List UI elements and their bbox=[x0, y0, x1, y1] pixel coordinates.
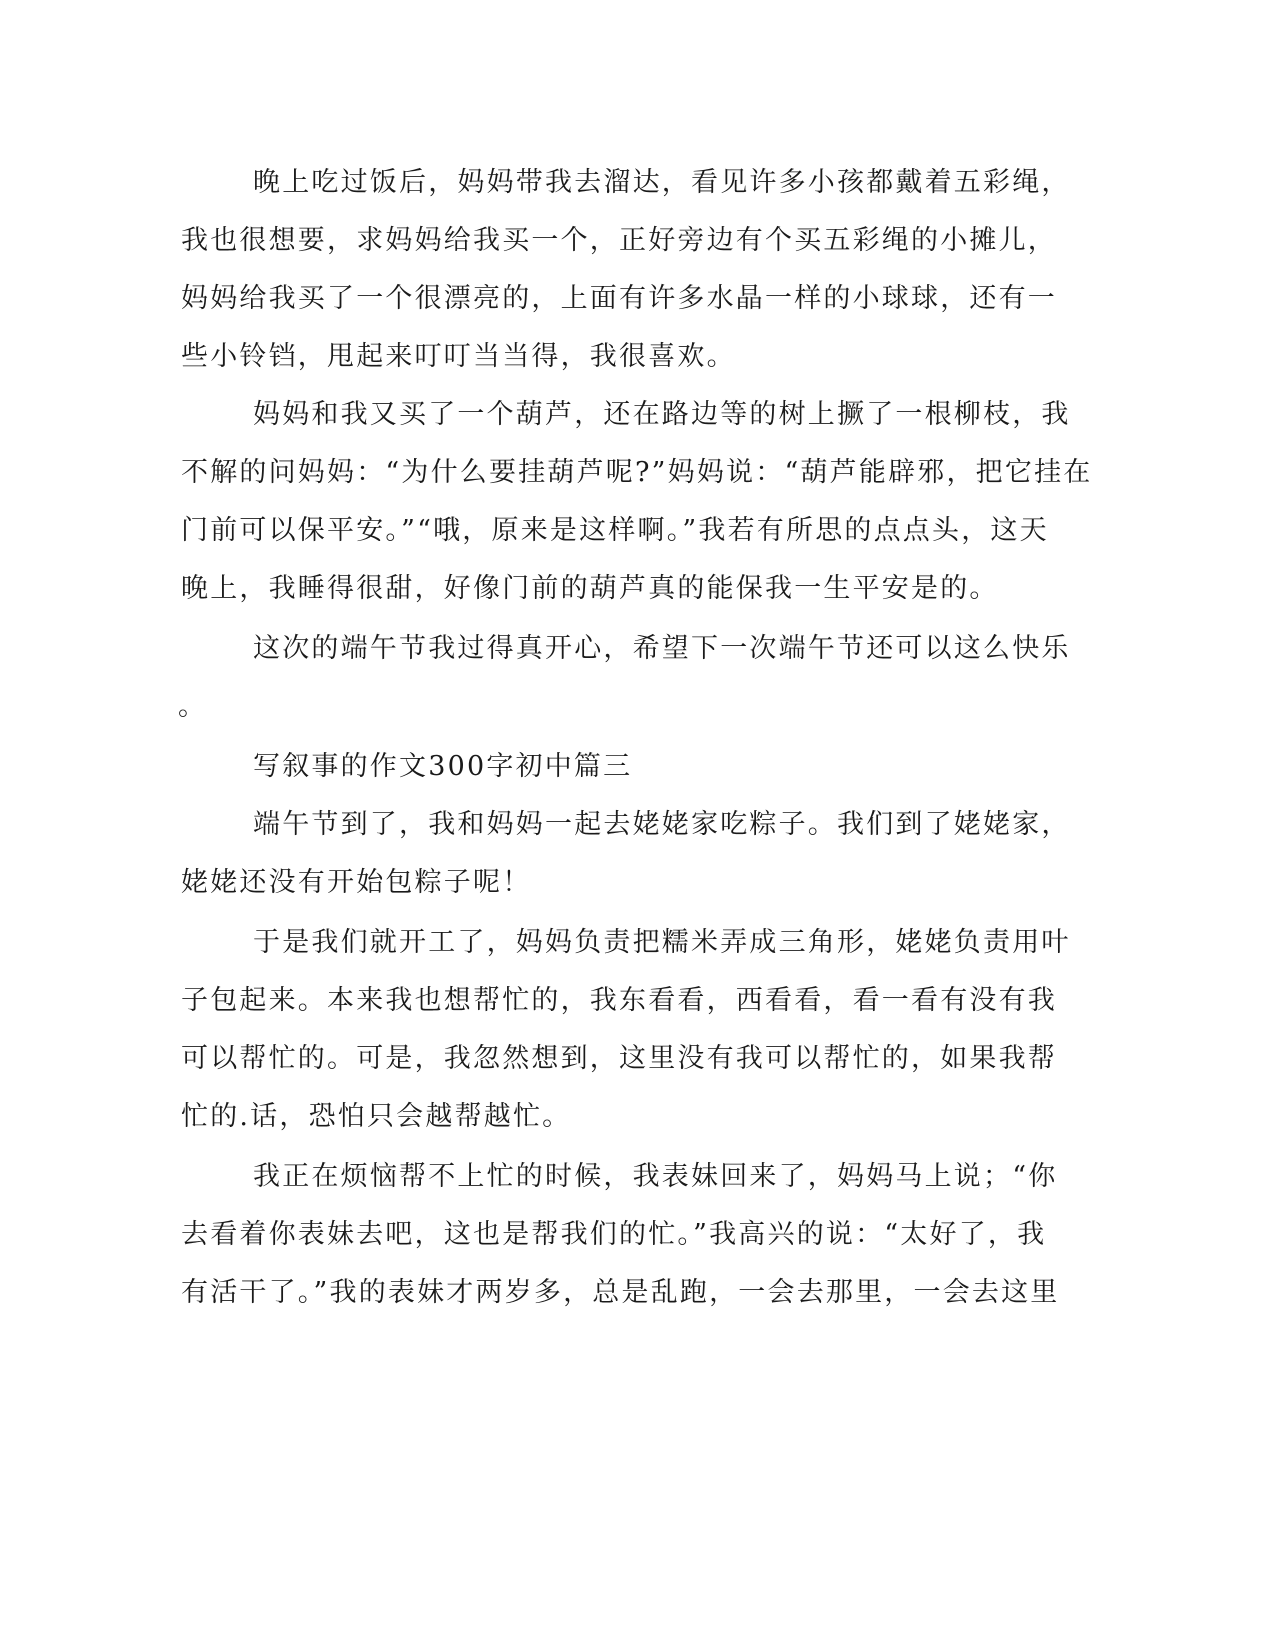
text-line: 些小铃铛，甩起来叮叮当当得，我很喜欢。 bbox=[181, 341, 736, 372]
text-line: 不解的问妈妈：“为什么要挂葫芦呢?”妈妈说：“葫芦能辟邪，把它挂在 bbox=[181, 457, 1093, 488]
text-line: 我正在烦恼帮不上忙的时候，我表妹回来了，妈妈马上说；“你 bbox=[253, 1161, 1058, 1192]
text-line: 妈妈给我买了一个很漂亮的，上面有许多水晶一样的小球球，还有一 bbox=[181, 283, 1057, 314]
text-line: 有活干了。”我的表妹才两岁多，总是乱跑，一会去那里，一会去这里 bbox=[181, 1277, 1060, 1308]
text-line: 可以帮忙的。可是，我忽然想到，这里没有我可以帮忙的，如果我帮 bbox=[181, 1043, 1057, 1074]
text-line: 门前可以保平安。”“哦，原来是这样啊。”我若有所思的点点头，这天 bbox=[181, 515, 1049, 546]
text-line: 妈妈和我又买了一个葫芦，还在路边等的树上撅了一根柳枝，我 bbox=[253, 399, 1071, 430]
text-line: 于是我们就开工了，妈妈负责把糯米弄成三角形，姥姥负责用叶 bbox=[253, 927, 1071, 958]
text-line: 子包起来。本来我也想帮忙的，我东看看，西看看，看一看有没有我 bbox=[181, 985, 1057, 1016]
section-heading: 写叙事的作文300字初中篇三 bbox=[253, 751, 633, 782]
text-line: 端午节到了，我和妈妈一起去姥姥家吃粽子。我们到了姥姥家， bbox=[253, 809, 1071, 840]
text-line: 。 bbox=[178, 691, 208, 722]
text-line: 忙的.话，恐怕只会越帮越忙。 bbox=[181, 1101, 572, 1132]
text-line: 这次的端午节我过得真开心，希望下一次端午节还可以这么快乐 bbox=[253, 633, 1071, 664]
text-line: 晚上，我睡得很甜，好像门前的葫芦真的能保我一生平安是的。 bbox=[181, 573, 999, 604]
text-line: 去看着你表妹去吧，这也是帮我们的忙。”我高兴的说：“太好了，我 bbox=[181, 1219, 1047, 1250]
text-line: 我也很想要，求妈妈给我买一个，正好旁边有个买五彩绳的小摊儿， bbox=[181, 225, 1057, 256]
text-line: 晚上吃过饭后，妈妈带我去溜达，看见许多小孩都戴着五彩绳， bbox=[253, 167, 1071, 198]
text-line: 姥姥还没有开始包粽子呢！ bbox=[181, 867, 532, 898]
